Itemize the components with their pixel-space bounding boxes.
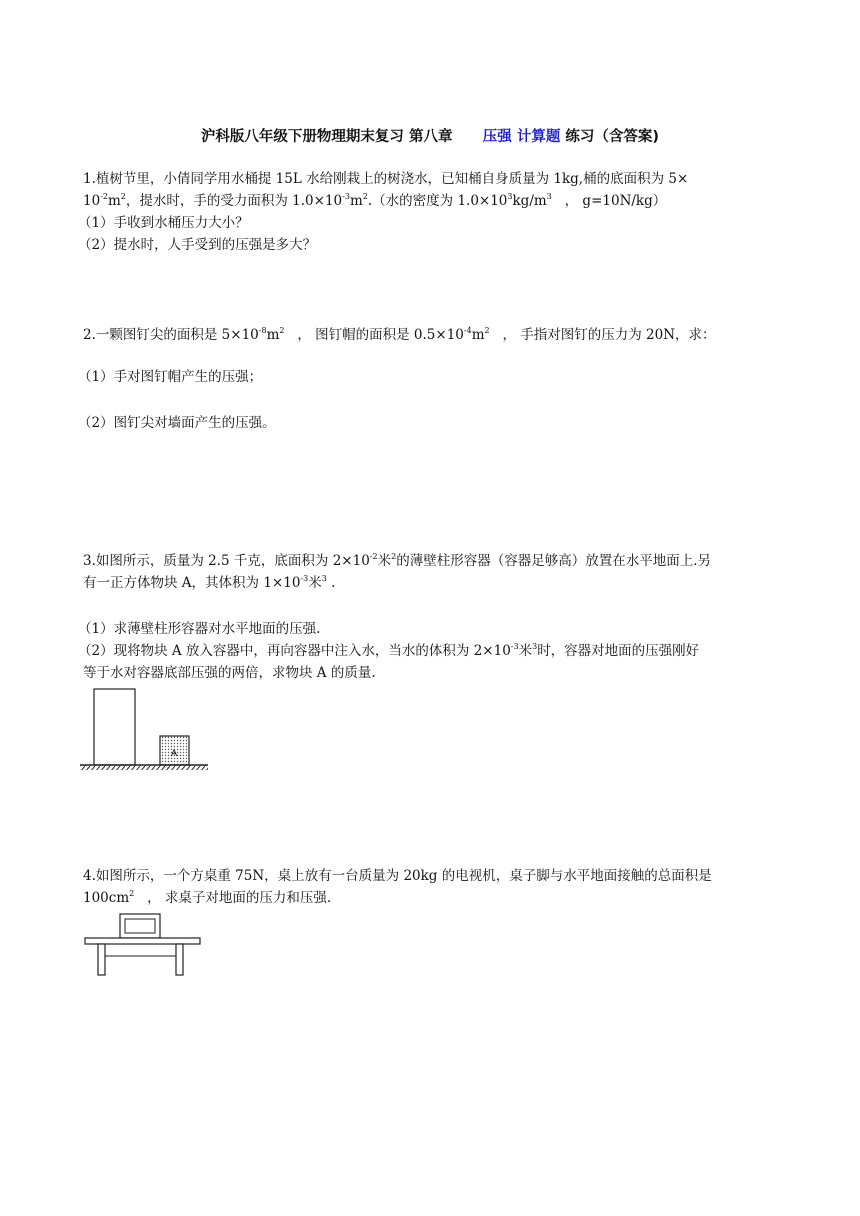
q3-figure — [80, 688, 212, 772]
q2-sub-2: （2）图钉尖对墙面产生的压强。 — [78, 415, 276, 431]
container-shape — [94, 689, 135, 765]
table-top — [85, 938, 200, 944]
q1-sub-2: （2）提水时，人手受到的压强是多大？ — [78, 237, 317, 253]
table-leg-left — [98, 944, 105, 975]
tv-screen — [125, 919, 155, 933]
q2-sub-1: （1）手对图钉帽产生的压强； — [78, 369, 263, 385]
q1-line-1: 1.植树节里，小倩同学用水桶提 15L 水给刚栽上的树浇水，已知桶自身质量为 1kg,桶的底面积为 5× — [83, 171, 689, 187]
title-main: 沪科版八年级下册物理期末复习 第八章 — [200, 129, 453, 145]
q4-line-2: $100cm^2$ ， 求桌子对地面的压力和压强. — [83, 889, 332, 906]
title-topic: 压强 — [482, 129, 512, 145]
title-type: 计算题 — [516, 129, 561, 145]
block-a-label: A — [171, 749, 178, 759]
table-leg-right — [176, 944, 183, 975]
q3-sub-2-cont: 等于水对容器底部压强的两倍，求物块 A 的质量. — [83, 665, 376, 681]
q1-line-2: $10^{-2}m^2$，提水时，手的受力面积为 $1.0\times 10^{-3}m^2$.（水的密度为 $1.0\times 10^3kg/m^3$ ， g=10N/kg） — [83, 192, 667, 209]
title-suffix: 练习（含答案) — [565, 129, 660, 145]
q1-sub-1: （1）手收到水桶压力大小？ — [78, 215, 249, 231]
q4-line-1: 4.如图所示，一个方桌重 75N，桌上放有一台质量为 20kg 的电视机，桌子脚与水平地面接触的总面积是 — [83, 868, 712, 884]
q3-line-2: 有一正方体物块 A，其体积为 $1\times 10^{-3}$米$^3$ . — [83, 574, 336, 591]
q2-line-1: 2.一颗图钉尖的面积是 $5\times 10^{-8}m^2$ ， 图钉帽的面积是 $0.5\times 10^{-4}m^2$ ， 手指对图钉的压力为 20N，求： — [83, 326, 716, 343]
q3-sub-1: （1）求薄壁柱形容器对水平地面的压强. — [78, 621, 321, 637]
q3-sub-2: （2）现将物块 A 放入容器中，再向容器中注入水，当水的体积为 $2\times 10^{-3}$米$^3$时，容器对地面的压强刚好 — [78, 642, 700, 659]
page-title — [0, 125, 860, 146]
ground-hatch — [80, 765, 208, 770]
q4-figure — [84, 912, 204, 978]
q3-line-1: 3.如图所示，质量为 2.5 千克，底面积为 $2\times 10^{-2}$米$^2$的薄壁柱形容器（容器足够高）放置在水平地面上.另 — [83, 552, 711, 569]
